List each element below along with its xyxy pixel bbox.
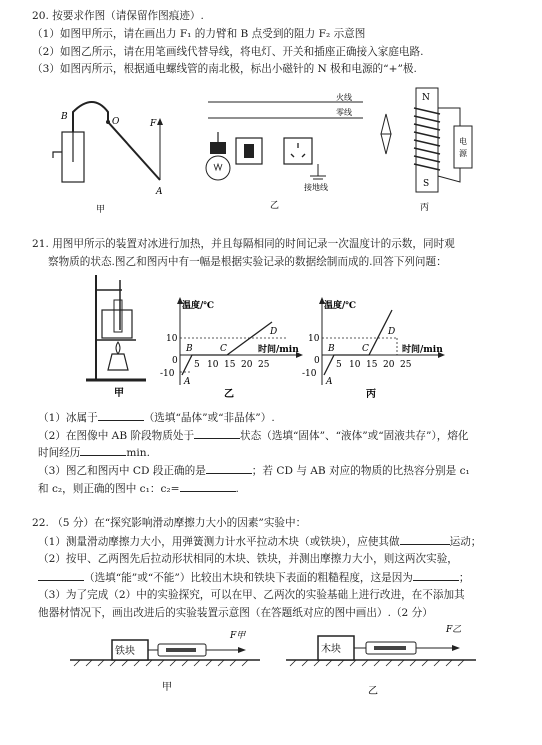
caption-jia-22: 甲	[162, 682, 172, 693]
q21-blank-3[interactable]	[80, 445, 126, 456]
solenoid-n-label: N	[422, 93, 430, 103]
neutral-label: 零线	[336, 108, 352, 117]
yi-tick-20: 20	[241, 360, 253, 370]
q21-graph-bing	[302, 300, 452, 430]
yi-force-label: F乙	[446, 625, 462, 635]
bing-point-d: D	[388, 327, 396, 337]
q22-item3-cont: 他器材情况下，画出改进后的实验装置示意图（在答题纸对应的图中画出）.（2 分）	[38, 607, 433, 619]
bing-point-a: A	[326, 377, 333, 387]
q20-figure-bing-solenoid	[376, 84, 516, 214]
yi-point-a: A	[184, 377, 191, 387]
q22-intro: 22. （5 分）在“探究影响滑动摩擦力大小的因素”实验中：	[32, 517, 307, 529]
q21-figure-jia-apparatus	[86, 270, 156, 400]
compass-needle-top	[381, 114, 391, 134]
caption-yi-21: 乙	[224, 389, 234, 400]
pump-lever-arm	[108, 122, 160, 180]
q21-blank-2[interactable]	[194, 428, 240, 439]
socket-pin-left	[291, 154, 294, 157]
q22-item1: （1）测量滑动摩擦力大小，用弹簧测力计水平拉动木块（或铁块），应使其做 运动；	[38, 536, 482, 548]
yi-yneg10: -10	[160, 369, 175, 379]
q22-blank-1[interactable]	[400, 534, 450, 545]
power-label-2: 源	[459, 149, 467, 158]
compass-needle-bottom	[381, 134, 391, 154]
socket-pin-right	[302, 154, 305, 157]
pivot-o	[106, 120, 110, 124]
jia-ground-hatch	[74, 660, 248, 666]
yi-point-b: B	[186, 344, 193, 354]
q20-item3: （3）如图丙所示，根据通电螺线管的南北极，标出小磁针的 N 极和电源的“+”极.	[32, 63, 417, 75]
q20-item1: （1）如图甲所示，请在画出力 F₁ 的力臂和 B 点受到的阻力 F₂ 示意图	[32, 28, 366, 40]
q20-figure-yi-wiring	[198, 92, 368, 212]
switch-button	[244, 144, 254, 158]
power-label-1: 电	[459, 137, 467, 146]
q20-title: 20. 按要求作图（请保留作图痕迹）.	[32, 10, 204, 22]
bing-xlabel: 时间/min	[402, 345, 443, 355]
yi-ground-hatch	[290, 660, 464, 666]
yi-xlabel: 时间/min	[258, 345, 299, 355]
yi-ylabel: 温度/℃	[182, 301, 215, 311]
power-source-label: 电源	[456, 84, 458, 85]
solenoid-core	[416, 88, 438, 192]
label-a: A	[156, 187, 163, 197]
q21-intro-2: 察物质的状态.图乙和图丙中有一幅是根据实验记录的数据绘制而成的.回答下列问题：	[48, 256, 447, 268]
bulb-filament	[214, 164, 222, 170]
q21-item3: （3）图乙和图丙中 CD 段正确的是 ；若 CD 与 AB 对应的物质的比热容分别是 c₁	[38, 465, 470, 477]
solenoid-coils	[414, 108, 440, 170]
q20-figure-jia-lever	[48, 92, 188, 215]
jia-force-arrow	[238, 647, 246, 653]
yi-spring-inner	[374, 646, 406, 650]
yi-force-arrow	[452, 645, 460, 651]
live-label: 火线	[336, 93, 352, 102]
yi-block-label: 木块	[321, 644, 341, 655]
yi-y10: 10	[166, 334, 178, 344]
caption-bing: 丙	[420, 203, 430, 213]
jia-block-label: 铁块	[115, 646, 135, 657]
caption-yi: 乙	[270, 201, 280, 211]
jia-spring-inner	[166, 648, 196, 652]
q21-item2: （2）在图像中 AB 阶段物质处于 状态（选填“固体”、“液体”或“固液共存”），熔化	[38, 430, 469, 442]
bing-tick-20: 20	[383, 360, 395, 370]
caption-yi-22: 乙	[368, 686, 378, 697]
bing-y10: 10	[308, 334, 320, 344]
burner	[108, 354, 128, 370]
beaker	[102, 310, 132, 338]
q22-item2-cont: （选填“能”或“不能”）比较出木块和铁块下表面的粗糙程度，这是因为 ；	[38, 570, 469, 585]
bing-yneg10: -10	[302, 369, 317, 379]
caption-bing-21: 丙	[366, 389, 376, 400]
q21-intro-1: 21. 用图甲所示的装置对冰进行加热，并且每隔相同的时间记录一次温度计的示数，同时观	[32, 238, 455, 250]
bulb	[206, 156, 230, 180]
q21-item3-cont: 和 c₂，则正确的图中 c₁：c₂= .	[38, 483, 239, 495]
q20-item2: （2）如图乙所示，请在用笔画线代替导线，将电灯、开关和插座正确接入家庭电路.	[32, 46, 424, 58]
label-o: O	[112, 117, 120, 127]
q22-item3: （3）为了完成（2）中的实验探究，可以在甲、乙两次的实验基础上进行改进，在不添加其	[38, 589, 465, 601]
label-f: F	[150, 119, 157, 129]
yi-tick-15: 15	[224, 360, 236, 370]
pump-handle-arc	[73, 102, 108, 132]
yi-point-c: C	[220, 344, 227, 354]
bing-point-c: C	[362, 344, 369, 354]
lamp-socket	[210, 142, 226, 154]
bing-tick-5: 5	[336, 360, 342, 370]
yi-tick-25: 25	[258, 360, 270, 370]
yi-tick-10: 10	[207, 360, 219, 370]
bing-y0: 0	[314, 356, 320, 366]
yi-point-d: D	[270, 327, 278, 337]
bing-tick-25: 25	[400, 360, 412, 370]
q21-item1: （1）冰属于 （选填“晶体”或“非晶体”）.	[38, 412, 275, 424]
q21-blank-5[interactable]	[180, 481, 236, 492]
flame	[116, 342, 120, 354]
q21-blank-1[interactable]	[98, 410, 144, 421]
q22-item2: （2）按甲、乙两图先后拉动形状相同的木块、铁块，并测出摩擦力大小，则这两次实验，	[38, 553, 458, 565]
label-b: B	[61, 112, 68, 122]
q22-blank-3[interactable]	[413, 570, 459, 581]
q21-item2-cont: 时间经历 min.	[38, 447, 150, 459]
bing-point-b: B	[328, 344, 335, 354]
socket-box	[284, 138, 312, 164]
power-source-box	[454, 126, 472, 168]
q21-blank-4[interactable]	[206, 463, 252, 474]
q22-figure-jia	[70, 622, 270, 712]
bing-tick-10: 10	[349, 360, 361, 370]
caption-jia: 甲	[96, 205, 106, 215]
q22-blank-2[interactable]	[38, 570, 84, 581]
pump-spout	[53, 152, 62, 158]
ground-label: 接地线	[304, 183, 328, 192]
caption-jia-21: 甲	[114, 388, 124, 399]
yi-y0: 0	[172, 356, 178, 366]
yi-tick-5: 5	[194, 360, 200, 370]
bing-ylabel: 温度/℃	[324, 301, 357, 311]
q22-figure-yi	[286, 618, 486, 708]
force-f1-arrowhead	[157, 118, 163, 125]
jia-force-label: F甲	[230, 631, 246, 641]
solenoid-s-label: S	[423, 179, 430, 189]
test-tube	[114, 300, 122, 332]
bing-tick-15: 15	[366, 360, 378, 370]
